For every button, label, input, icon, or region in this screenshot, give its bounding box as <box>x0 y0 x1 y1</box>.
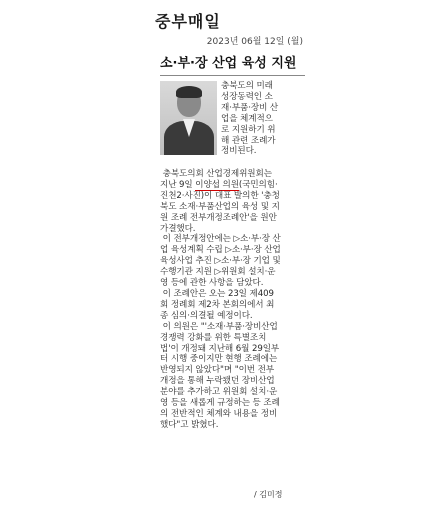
paragraph-3 <box>160 289 281 322</box>
author-photo <box>160 81 217 155</box>
paragraph-1-end: (국민의힘·진천2·사진)이 대표 발의한 '충청북도 소재·부품산업의 육성 및 지원 조례 전부개정조례안'을 원안 가결했다. <box>160 179 280 234</box>
paragraph-2-text: 이 전부개정안에는 ▷소·부·장 산업 육성계획 수립 ▷소·부·장 산업 육성사업 추진 ▷소·부·장 기업 및 수행기관 지원 ▷위원회 설치·운영 등에 관한 사항을 담았다. <box>160 234 281 289</box>
paragraph-1-start: 충북도의회 산업경제위원회는 지난 9일 <box>160 169 272 190</box>
paragraph-3-text: 이 조례안은 오는 23일 제409회 정례회 제2차 본회의에서 최종 심의·의결될 예정이다. <box>160 288 275 321</box>
paragraph-1 <box>160 169 281 234</box>
article-body <box>160 169 281 431</box>
paragraph-4-text: 이 의원은 "'소재·부품·장비산업 경쟁력 강화를 위한 특별조치법'이 개정돼 지난해 6월 29일부터 시행 중이지만 현행 조례에는 반영되지 않았다"며 "이번 전부개정을 통해 누락됐던 장비산업 분야를 추가하고 위원회 설치·운영 등을 새롭게 규정하는 등 조례의 전반적인 체계와 내용을 정비했다"고 밝혔다. <box>160 321 280 430</box>
article-headline: 소·부·장 산업 육성 지원 <box>160 52 305 76</box>
paragraph-2 <box>160 234 281 289</box>
newspaper-name: 중부매일 <box>155 12 221 31</box>
publication-date: 2023년 06월 12일 (월) <box>206 37 303 47</box>
byline: / 김미정 <box>254 490 283 499</box>
lead-text: 충북도의 미래 성장동력인 소재·부품·장비 산업을 체계적으로 지원하기 위해 관련 조례가 정비된다. <box>221 81 279 157</box>
paragraph-4 <box>160 322 281 431</box>
highlighted-name: 이양섭 의원 <box>195 179 239 190</box>
lead-paragraph <box>221 81 281 157</box>
photo-hair <box>176 86 202 98</box>
